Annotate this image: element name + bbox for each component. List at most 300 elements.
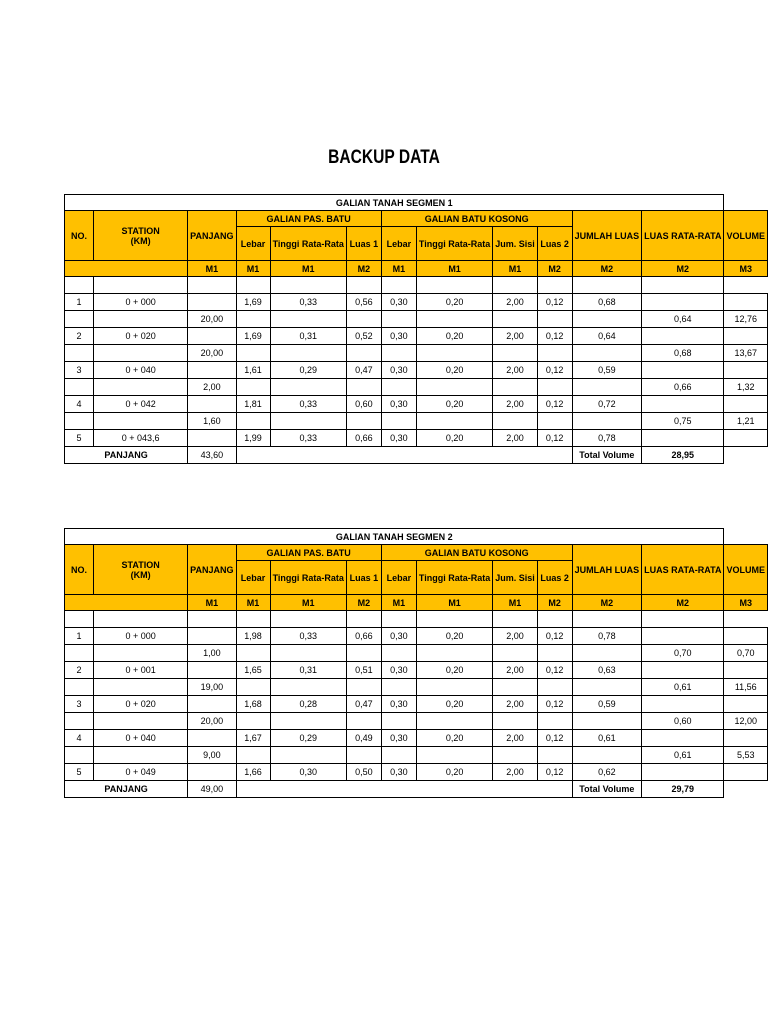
value-lebar2: 0,30 — [381, 730, 416, 747]
value-volume: 11,56 — [724, 679, 768, 696]
empty-cell — [537, 645, 572, 662]
empty-cell — [65, 379, 94, 396]
empty-cell — [537, 345, 572, 362]
header-luas1: Luas 1 — [346, 227, 381, 261]
empty-cell — [188, 611, 236, 628]
empty-cell — [493, 277, 538, 294]
header-volume: VOLUME — [724, 211, 768, 261]
value-tinggi2: 0,20 — [416, 430, 492, 447]
header-panjang: PANJANG — [188, 211, 236, 261]
station-row — [65, 628, 768, 645]
empty-cell — [381, 379, 416, 396]
empty-cell — [381, 311, 416, 328]
empty-cell — [270, 277, 346, 294]
unit-label: M1 — [236, 595, 270, 611]
empty-cell — [724, 764, 768, 781]
unit-label: M1 — [381, 595, 416, 611]
empty-cell — [381, 645, 416, 662]
unit-label: M1 — [270, 261, 346, 277]
value-jumlah-luas: 0,61 — [572, 730, 642, 747]
unit-spacer — [65, 595, 188, 611]
empty-cell — [416, 379, 492, 396]
header-galian-batu-kosong: GALIAN BATU KOSONG — [381, 545, 572, 561]
unit-row — [65, 595, 768, 611]
empty-cell — [537, 679, 572, 696]
interval-row — [65, 747, 768, 764]
empty-cell — [188, 362, 236, 379]
value-luas-rata: 0,61 — [642, 747, 724, 764]
empty-cell — [346, 713, 381, 730]
value-volume: 12,00 — [724, 713, 768, 730]
empty-cell — [642, 628, 724, 645]
segment-title: GALIAN TANAH SEGMEN 2 — [65, 529, 724, 545]
value-panjang: 20,00 — [188, 311, 236, 328]
value-luas1: 0,56 — [346, 294, 381, 311]
empty-cell — [724, 430, 768, 447]
empty-cell — [188, 430, 236, 447]
value-luas2: 0,12 — [537, 628, 572, 645]
station-row — [65, 396, 768, 413]
empty-cell — [416, 713, 492, 730]
value-tinggi: 0,29 — [270, 362, 346, 379]
value-panjang: 9,00 — [188, 747, 236, 764]
header-luas1: Luas 1 — [346, 561, 381, 595]
empty-cell — [270, 747, 346, 764]
station-row — [65, 362, 768, 379]
value-tinggi: 0,28 — [270, 696, 346, 713]
total-row — [65, 781, 768, 798]
value-luas1: 0,66 — [346, 628, 381, 645]
value-volume: 13,67 — [724, 345, 768, 362]
empty-cell — [236, 781, 572, 798]
value-tinggi2: 0,20 — [416, 696, 492, 713]
value-luas1: 0,47 — [346, 362, 381, 379]
value-jum-sisi: 2,00 — [493, 662, 538, 679]
empty-cell — [94, 611, 188, 628]
station-no: 1 — [65, 294, 94, 311]
value-jum-sisi: 2,00 — [493, 328, 538, 345]
value-luas-rata: 0,66 — [642, 379, 724, 396]
station-no: 4 — [65, 730, 94, 747]
value-luas1: 0,47 — [346, 696, 381, 713]
value-jum-sisi: 2,00 — [493, 362, 538, 379]
header-tinggi: Tinggi Rata-Rata — [416, 227, 492, 261]
header-jumlah-luas: JUMLAH LUAS — [572, 211, 642, 261]
value-luas2: 0,12 — [537, 696, 572, 713]
empty-cell — [493, 379, 538, 396]
station-row — [65, 662, 768, 679]
total-volume: 29,79 — [642, 781, 724, 798]
empty-cell — [381, 747, 416, 764]
empty-cell — [493, 611, 538, 628]
header-luas-rata-rata: LUAS RATA-RATA — [642, 545, 724, 595]
value-volume: 5,53 — [724, 747, 768, 764]
value-panjang: 1,60 — [188, 413, 236, 430]
value-lebar: 1,69 — [236, 294, 270, 311]
header-row — [65, 211, 768, 227]
blank-row — [65, 611, 768, 628]
header-galian-pas-batu: GALIAN PAS. BATU — [236, 545, 381, 561]
value-lebar2: 0,30 — [381, 696, 416, 713]
header-panjang: PANJANG — [188, 545, 236, 595]
header-luas2: Luas 2 — [537, 561, 572, 595]
unit-label: M2 — [642, 261, 724, 277]
value-lebar: 1,98 — [236, 628, 270, 645]
unit-label: M1 — [188, 261, 236, 277]
empty-cell — [65, 611, 94, 628]
value-luas2: 0,12 — [537, 396, 572, 413]
empty-cell — [416, 611, 492, 628]
empty-cell — [270, 413, 346, 430]
empty-cell — [381, 413, 416, 430]
total-row — [65, 447, 768, 464]
empty-cell — [416, 413, 492, 430]
empty-cell — [537, 311, 572, 328]
value-panjang: 20,00 — [188, 345, 236, 362]
total-volume-label: Total Volume — [572, 447, 642, 464]
empty-cell — [346, 277, 381, 294]
empty-cell — [416, 277, 492, 294]
station-no: 4 — [65, 396, 94, 413]
header-lebar: Lebar — [381, 227, 416, 261]
empty-cell — [381, 679, 416, 696]
station-km: 0 + 000 — [94, 628, 188, 645]
value-tinggi: 0,31 — [270, 328, 346, 345]
empty-cell — [572, 277, 642, 294]
empty-cell — [572, 345, 642, 362]
empty-cell — [381, 345, 416, 362]
value-luas2: 0,12 — [537, 328, 572, 345]
header-no: NO. — [65, 211, 94, 261]
header-station: STATION (KM) — [94, 211, 188, 261]
station-km: 0 + 040 — [94, 362, 188, 379]
empty-cell — [493, 645, 538, 662]
empty-cell — [493, 747, 538, 764]
value-luas1: 0,60 — [346, 396, 381, 413]
empty-cell — [94, 413, 188, 430]
value-lebar2: 0,30 — [381, 430, 416, 447]
value-jum-sisi: 2,00 — [493, 730, 538, 747]
empty-cell — [381, 277, 416, 294]
empty-cell — [572, 413, 642, 430]
empty-cell — [236, 447, 572, 464]
empty-cell — [270, 345, 346, 362]
empty-cell — [236, 645, 270, 662]
value-jum-sisi: 2,00 — [493, 628, 538, 645]
segment-title-row — [65, 529, 768, 545]
station-no: 3 — [65, 696, 94, 713]
interval-row — [65, 345, 768, 362]
header-volume: VOLUME — [724, 545, 768, 595]
value-luas-rata: 0,75 — [642, 413, 724, 430]
empty-cell — [236, 379, 270, 396]
empty-cell — [416, 345, 492, 362]
value-jumlah-luas: 0,59 — [572, 362, 642, 379]
value-panjang: 20,00 — [188, 713, 236, 730]
empty-cell — [94, 679, 188, 696]
empty-cell — [381, 611, 416, 628]
value-tinggi: 0,31 — [270, 662, 346, 679]
value-luas1: 0,49 — [346, 730, 381, 747]
header-no: NO. — [65, 545, 94, 595]
header-jumlah-luas: JUMLAH LUAS — [572, 545, 642, 595]
empty-cell — [270, 713, 346, 730]
empty-cell — [416, 311, 492, 328]
empty-cell — [94, 747, 188, 764]
value-luas2: 0,12 — [537, 730, 572, 747]
value-tinggi: 0,33 — [270, 396, 346, 413]
station-no: 1 — [65, 628, 94, 645]
header-galian-batu-kosong: GALIAN BATU KOSONG — [381, 211, 572, 227]
empty-cell — [724, 696, 768, 713]
value-luas2: 0,12 — [537, 430, 572, 447]
value-tinggi2: 0,20 — [416, 730, 492, 747]
value-tinggi: 0,33 — [270, 628, 346, 645]
value-volume: 12,76 — [724, 311, 768, 328]
blank-row — [65, 277, 768, 294]
empty-cell — [188, 764, 236, 781]
value-panjang: 19,00 — [188, 679, 236, 696]
station-row — [65, 730, 768, 747]
empty-cell — [236, 277, 270, 294]
value-luas1: 0,66 — [346, 430, 381, 447]
station-km: 0 + 043,6 — [94, 430, 188, 447]
empty-cell — [270, 311, 346, 328]
empty-cell — [537, 413, 572, 430]
value-luas1: 0,52 — [346, 328, 381, 345]
value-tinggi2: 0,20 — [416, 294, 492, 311]
value-lebar: 1,68 — [236, 696, 270, 713]
empty-cell — [270, 679, 346, 696]
value-lebar: 1,67 — [236, 730, 270, 747]
empty-cell — [65, 345, 94, 362]
empty-cell — [346, 747, 381, 764]
empty-cell — [642, 430, 724, 447]
empty-cell — [724, 294, 768, 311]
empty-cell — [188, 294, 236, 311]
interval-row — [65, 379, 768, 396]
empty-cell — [642, 764, 724, 781]
header-luas-rata-rata: LUAS RATA-RATA — [642, 211, 724, 261]
empty-cell — [642, 696, 724, 713]
empty-cell — [724, 396, 768, 413]
unit-label: M1 — [416, 595, 492, 611]
value-jum-sisi: 2,00 — [493, 430, 538, 447]
empty-cell — [188, 396, 236, 413]
empty-cell — [65, 277, 94, 294]
empty-cell — [642, 328, 724, 345]
unit-spacer — [65, 261, 188, 277]
value-jum-sisi: 2,00 — [493, 696, 538, 713]
empty-cell — [572, 747, 642, 764]
empty-cell — [537, 611, 572, 628]
header-tinggi: Tinggi Rata-Rata — [270, 227, 346, 261]
unit-label: M2 — [572, 261, 642, 277]
value-lebar: 1,66 — [236, 764, 270, 781]
empty-cell — [236, 413, 270, 430]
unit-label: M1 — [188, 595, 236, 611]
station-no: 3 — [65, 362, 94, 379]
value-tinggi: 0,30 — [270, 764, 346, 781]
value-jum-sisi: 2,00 — [493, 396, 538, 413]
station-no: 5 — [65, 764, 94, 781]
empty-cell — [65, 413, 94, 430]
value-lebar2: 0,30 — [381, 328, 416, 345]
value-luas2: 0,12 — [537, 662, 572, 679]
empty-cell — [188, 662, 236, 679]
empty-cell — [416, 679, 492, 696]
value-panjang: 2,00 — [188, 379, 236, 396]
unit-row — [65, 261, 768, 277]
value-lebar: 1,69 — [236, 328, 270, 345]
value-lebar: 1,99 — [236, 430, 270, 447]
unit-label: M1 — [493, 595, 538, 611]
header-lebar: Lebar — [236, 561, 270, 595]
value-jumlah-luas: 0,68 — [572, 294, 642, 311]
empty-cell — [724, 662, 768, 679]
total-panjang-label: PANJANG — [65, 447, 188, 464]
station-km: 0 + 049 — [94, 764, 188, 781]
empty-cell — [346, 611, 381, 628]
empty-cell — [188, 730, 236, 747]
empty-cell — [642, 396, 724, 413]
value-jumlah-luas: 0,78 — [572, 430, 642, 447]
total-panjang-label: PANJANG — [65, 781, 188, 798]
value-lebar2: 0,30 — [381, 628, 416, 645]
value-lebar2: 0,30 — [381, 294, 416, 311]
empty-cell — [642, 730, 724, 747]
value-lebar: 1,81 — [236, 396, 270, 413]
value-jumlah-luas: 0,78 — [572, 628, 642, 645]
value-tinggi2: 0,20 — [416, 764, 492, 781]
empty-cell — [346, 311, 381, 328]
empty-cell — [94, 345, 188, 362]
empty-cell — [94, 311, 188, 328]
empty-cell — [642, 362, 724, 379]
segment-title-row — [65, 195, 768, 211]
station-km: 0 + 020 — [94, 696, 188, 713]
station-row — [65, 294, 768, 311]
header-jum-sisi: Jum. Sisi — [493, 561, 538, 595]
empty-cell — [572, 311, 642, 328]
value-tinggi2: 0,20 — [416, 362, 492, 379]
total-volume-label: Total Volume — [572, 781, 642, 798]
empty-cell — [188, 277, 236, 294]
value-luas-rata: 0,61 — [642, 679, 724, 696]
value-jumlah-luas: 0,64 — [572, 328, 642, 345]
value-luas2: 0,12 — [537, 362, 572, 379]
empty-cell — [270, 645, 346, 662]
empty-cell — [642, 294, 724, 311]
station-row — [65, 430, 768, 447]
empty-cell — [94, 379, 188, 396]
empty-cell — [346, 413, 381, 430]
empty-cell — [537, 747, 572, 764]
interval-row — [65, 713, 768, 730]
empty-cell — [493, 345, 538, 362]
empty-cell — [188, 696, 236, 713]
empty-cell — [346, 379, 381, 396]
unit-label: M2 — [537, 595, 572, 611]
unit-label: M2 — [537, 261, 572, 277]
value-lebar2: 0,30 — [381, 662, 416, 679]
empty-cell — [65, 713, 94, 730]
empty-cell — [270, 611, 346, 628]
header-tinggi: Tinggi Rata-Rata — [416, 561, 492, 595]
station-row — [65, 328, 768, 345]
empty-cell — [493, 679, 538, 696]
segment-title: GALIAN TANAH SEGMEN 1 — [65, 195, 724, 211]
empty-cell — [236, 611, 270, 628]
empty-cell — [236, 747, 270, 764]
empty-cell — [236, 345, 270, 362]
header-lebar: Lebar — [381, 561, 416, 595]
unit-label: M1 — [270, 595, 346, 611]
header-jum-sisi: Jum. Sisi — [493, 227, 538, 261]
empty-cell — [65, 747, 94, 764]
empty-cell — [493, 413, 538, 430]
empty-cell — [416, 645, 492, 662]
unit-label: M1 — [493, 261, 538, 277]
value-volume: 1,21 — [724, 413, 768, 430]
empty-cell — [346, 645, 381, 662]
unit-label: M2 — [346, 595, 381, 611]
station-no: 5 — [65, 430, 94, 447]
value-lebar2: 0,30 — [381, 362, 416, 379]
value-tinggi2: 0,20 — [416, 628, 492, 645]
value-jumlah-luas: 0,72 — [572, 396, 642, 413]
value-luas-rata: 0,68 — [642, 345, 724, 362]
empty-cell — [724, 362, 768, 379]
unit-label: M2 — [572, 595, 642, 611]
empty-cell — [724, 628, 768, 645]
empty-cell — [381, 713, 416, 730]
station-km: 0 + 001 — [94, 662, 188, 679]
header-tinggi: Tinggi Rata-Rata — [270, 561, 346, 595]
empty-cell — [236, 311, 270, 328]
empty-cell — [65, 311, 94, 328]
empty-cell — [572, 379, 642, 396]
station-no: 2 — [65, 328, 94, 345]
unit-label: M1 — [381, 261, 416, 277]
unit-label: M1 — [416, 261, 492, 277]
header-row — [65, 545, 768, 561]
empty-cell — [724, 730, 768, 747]
header-galian-pas-batu: GALIAN PAS. BATU — [236, 211, 381, 227]
interval-row — [65, 413, 768, 430]
value-tinggi: 0,33 — [270, 294, 346, 311]
empty-cell — [537, 277, 572, 294]
empty-cell — [94, 277, 188, 294]
empty-cell — [493, 311, 538, 328]
empty-cell — [416, 747, 492, 764]
value-tinggi2: 0,20 — [416, 662, 492, 679]
empty-cell — [236, 679, 270, 696]
empty-cell — [493, 713, 538, 730]
empty-cell — [270, 379, 346, 396]
interval-row — [65, 311, 768, 328]
value-tinggi: 0,33 — [270, 430, 346, 447]
segment-table — [64, 528, 768, 798]
station-no: 2 — [65, 662, 94, 679]
value-jum-sisi: 2,00 — [493, 294, 538, 311]
empty-cell — [65, 679, 94, 696]
unit-label: M3 — [724, 261, 768, 277]
value-luas2: 0,12 — [537, 294, 572, 311]
empty-cell — [346, 345, 381, 362]
empty-cell — [537, 379, 572, 396]
station-row — [65, 764, 768, 781]
